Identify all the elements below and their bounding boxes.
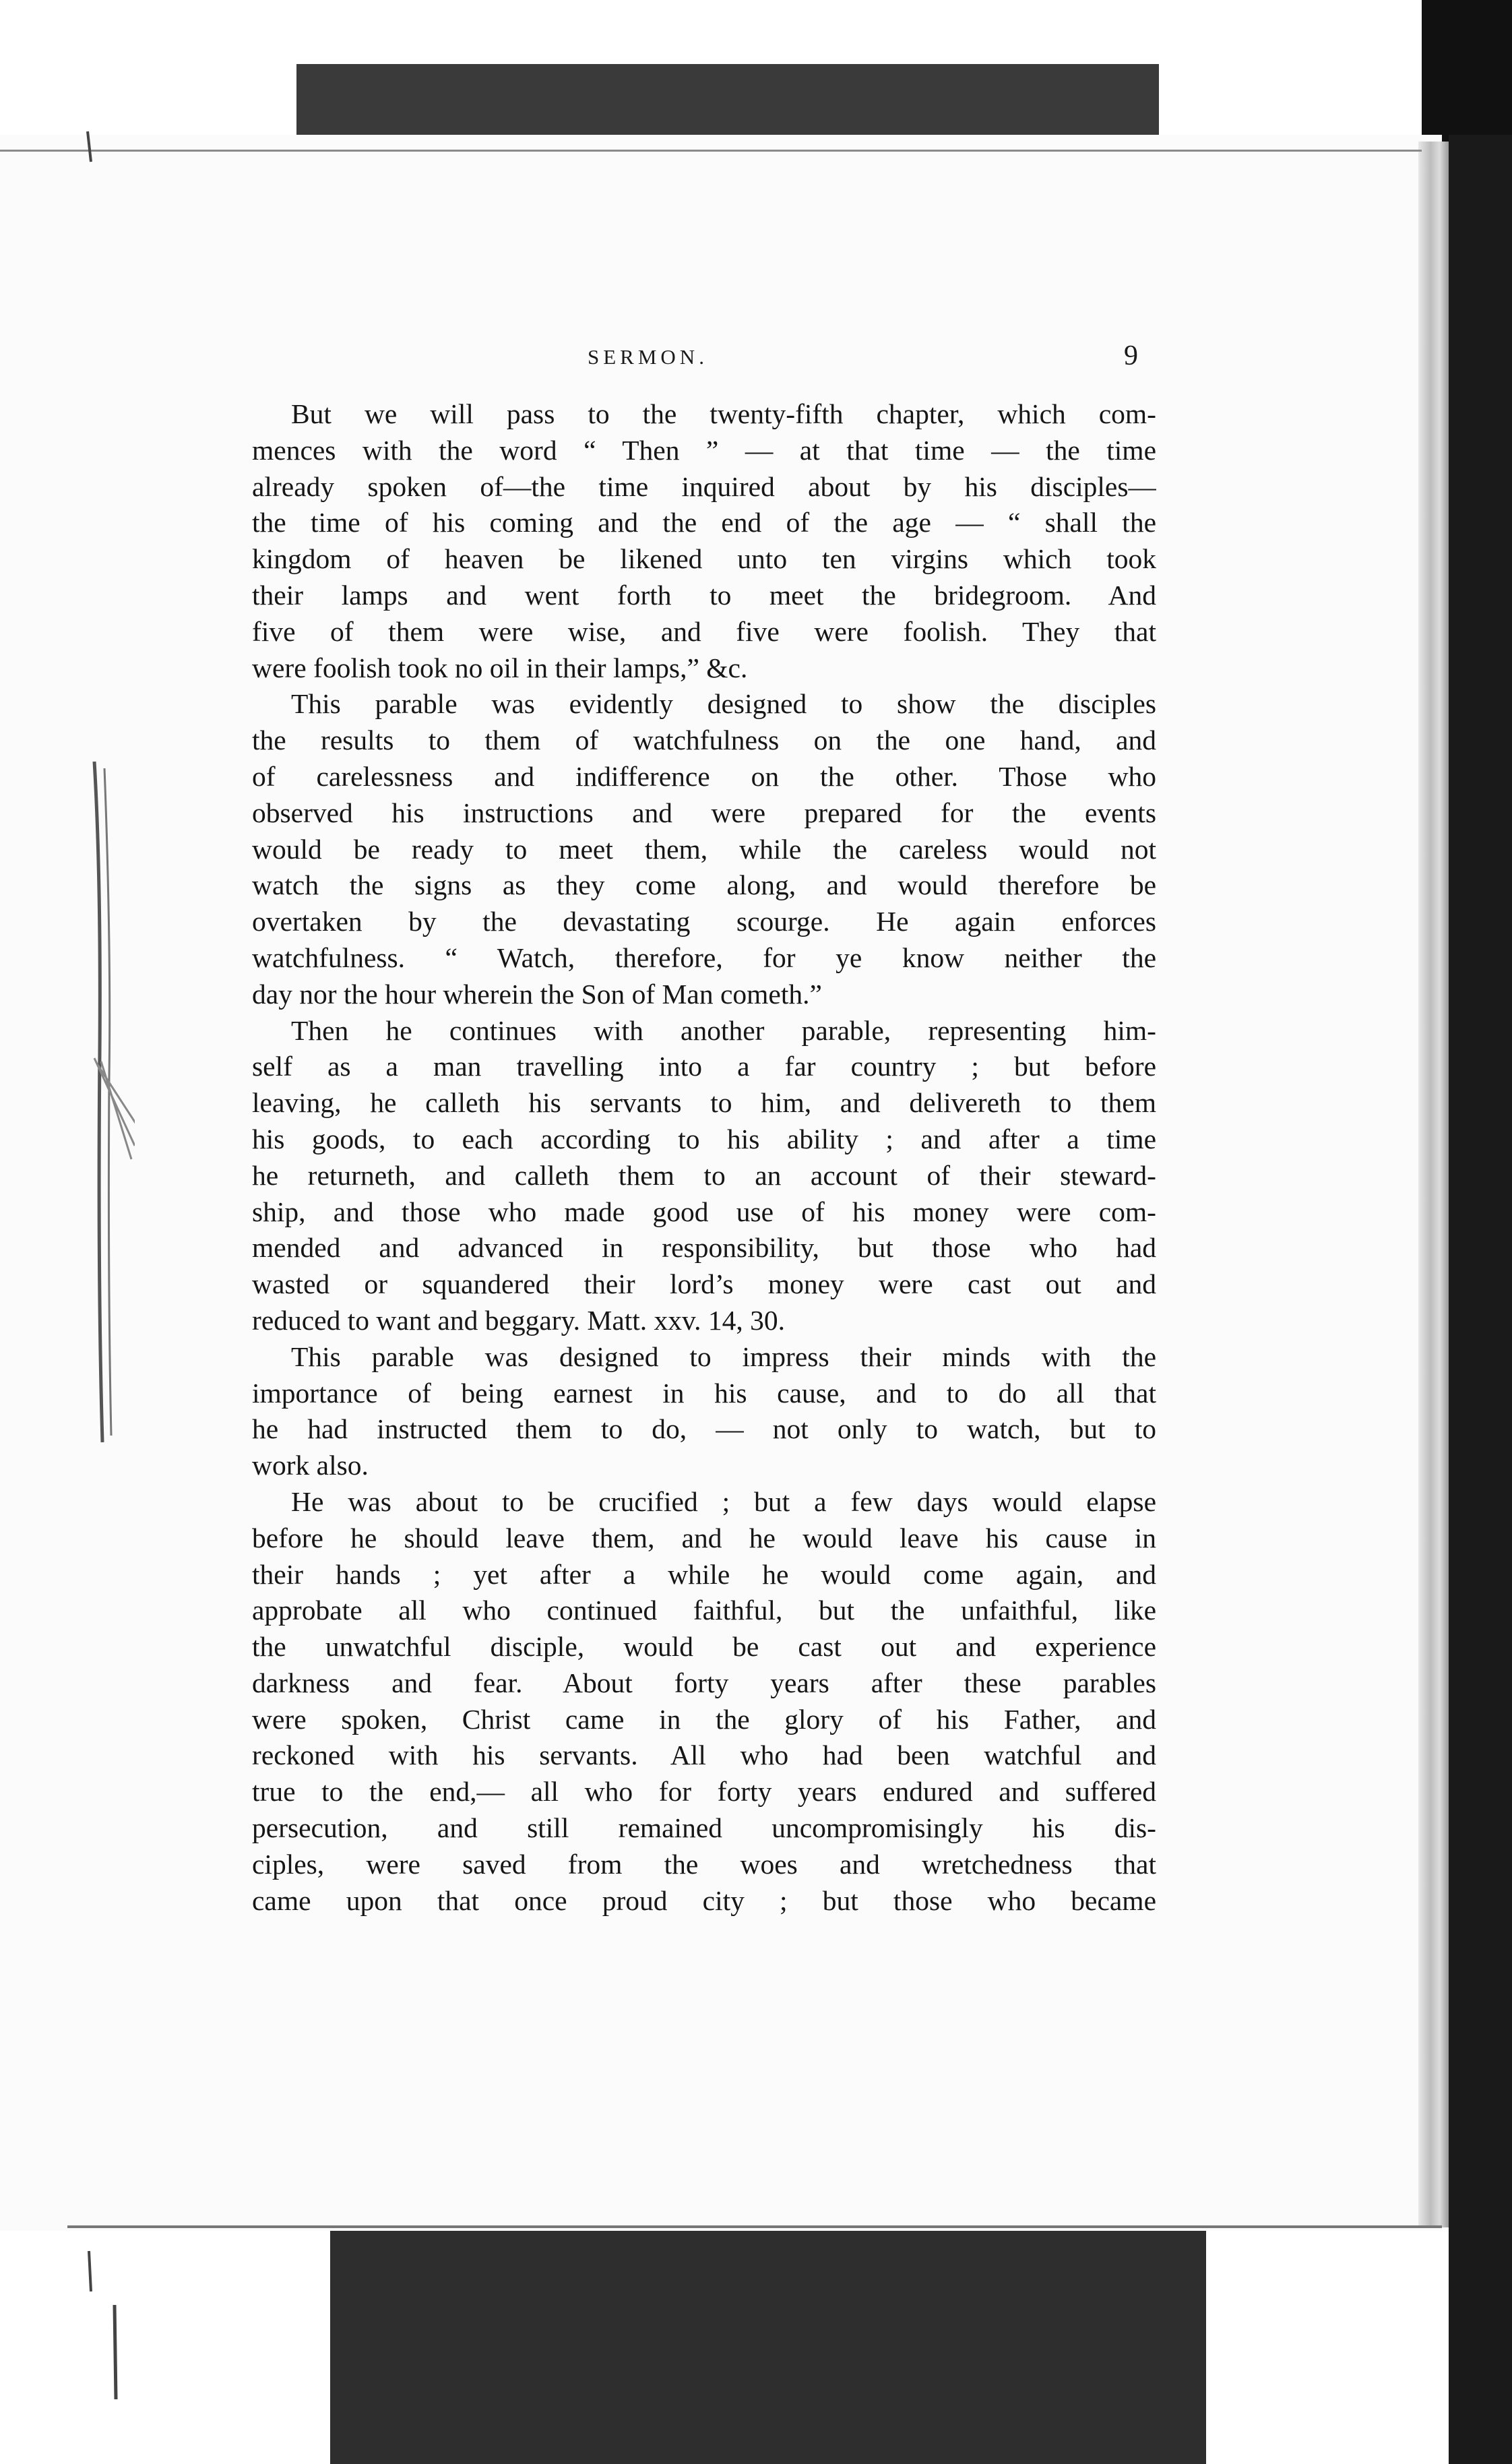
- text-line: he had instructed them to do, — not only to watch, but to: [252, 1413, 1156, 1445]
- text-line: overtaken by the devastating scourge. He again enforces: [252, 906, 1156, 937]
- text-line: true to the end,— all who for forty years endured and suffered: [252, 1776, 1156, 1808]
- page-edge: [1418, 142, 1449, 2227]
- text-line: day nor the hour wherein the Son of Man cometh.”: [252, 978, 822, 1010]
- text-line: the results to them of watchfulness on the one hand, and: [252, 725, 1156, 756]
- text-line: watchfulness. “ Watch, therefore, for ye know neither the: [252, 942, 1156, 973]
- text-line: of carelessness and indifference on the other. Those who: [252, 760, 1156, 792]
- text-line: were spoken, Christ came in the glory of his Father, and: [252, 1703, 1156, 1735]
- text-line: persecution, and still remained uncompromisingly his dis-: [252, 1812, 1156, 1844]
- scan-border-top: [296, 64, 1159, 135]
- text-line: importance of being earnest in his cause, and to do all that: [252, 1377, 1156, 1409]
- text-line: leaving, he calleth his servants to him, and delivereth to them: [252, 1087, 1156, 1119]
- body-text: [252, 396, 1156, 1919]
- scan-border-right: [1449, 135, 1512, 2464]
- binding-tick: [88, 131, 91, 162]
- text-line: This parable was designed to impress their minds with the: [291, 1341, 1156, 1372]
- text-line: reduced to want and beggary. Matt. xxv. 14, 30.: [252, 1304, 785, 1336]
- text-line: ciples, were saved from the woes and wretchedness that: [252, 1848, 1156, 1880]
- text-line: already spoken of—the time inquired about by his disciples—: [252, 470, 1156, 502]
- text-line: mended and advanced in responsibility, but those who had: [252, 1232, 1156, 1264]
- thread-line: [104, 768, 111, 1436]
- text-line: came upon that once proud city ; but those who became: [252, 1884, 1156, 1916]
- text-line: their lamps and went forth to meet the bridegroom. And: [252, 579, 1156, 611]
- text-line: watch the signs as they come along, and would therefore be: [252, 869, 1156, 901]
- text-line: he returneth, and calleth them to an account of their steward-: [252, 1159, 1156, 1191]
- text-line: Then he continues with another parable, representing him-: [291, 1014, 1156, 1046]
- scan-border-bottom: [330, 2224, 1206, 2464]
- text-line: would be ready to meet them, while the careless would not: [252, 833, 1156, 865]
- text-line: the time of his coming and the end of the age — “ shall the: [252, 507, 1156, 538]
- binding-tick: [115, 2305, 116, 2399]
- running-head: [0, 340, 1512, 372]
- text-line: wasted or squandered their lord’s money were cast out and: [252, 1268, 1156, 1300]
- text-line: the unwatchful disciple, would be cast out and experience: [252, 1631, 1156, 1663]
- text-line: approbate all who continued faithful, but the unfaithful, like: [252, 1595, 1156, 1626]
- binding-tick: [89, 2251, 91, 2291]
- text-line: This parable was evidently designed to show the disciples: [291, 688, 1156, 720]
- text-line: But we will pass to the twenty-fifth chapter, which com-: [291, 398, 1156, 429]
- text-line: observed his instructions and were prepared for the events: [252, 797, 1156, 828]
- page-number: 9: [1124, 340, 1138, 371]
- text-line: kingdom of heaven be likened unto ten virgins which took: [252, 543, 1156, 575]
- text-line: five of them were wise, and five were foolish. They that: [252, 615, 1156, 647]
- text-line: He was about to be crucified ; but a few days would elapse: [291, 1485, 1156, 1517]
- text-line: work also.: [252, 1450, 369, 1481]
- running-title: SERMON.: [588, 345, 708, 369]
- text-line: their hands ; yet after a while he would come again, and: [252, 1558, 1156, 1590]
- page-bottom-edge: [67, 2225, 1442, 2228]
- page-top-edge: [0, 150, 1422, 152]
- text-line: were foolish took no oil in their lamps,” &c.: [252, 652, 748, 683]
- thread-line: [94, 762, 102, 1442]
- text-line: ship, and those who made good use of his money were com-: [252, 1196, 1156, 1227]
- text-line: before he should leave them, and he would leave his cause in: [252, 1522, 1156, 1553]
- text-line: reckoned with his servants. All who had been watchful and: [252, 1739, 1156, 1771]
- text-line: his goods, to each according to his ability ; and after a time: [252, 1123, 1156, 1154]
- text-line: self as a man travelling into a far country ; but before: [252, 1051, 1156, 1082]
- text-line: mences with the word “ Then ” — at that time — the time: [252, 434, 1156, 466]
- text-line: darkness and fear. About forty years after these parables: [252, 1667, 1156, 1698]
